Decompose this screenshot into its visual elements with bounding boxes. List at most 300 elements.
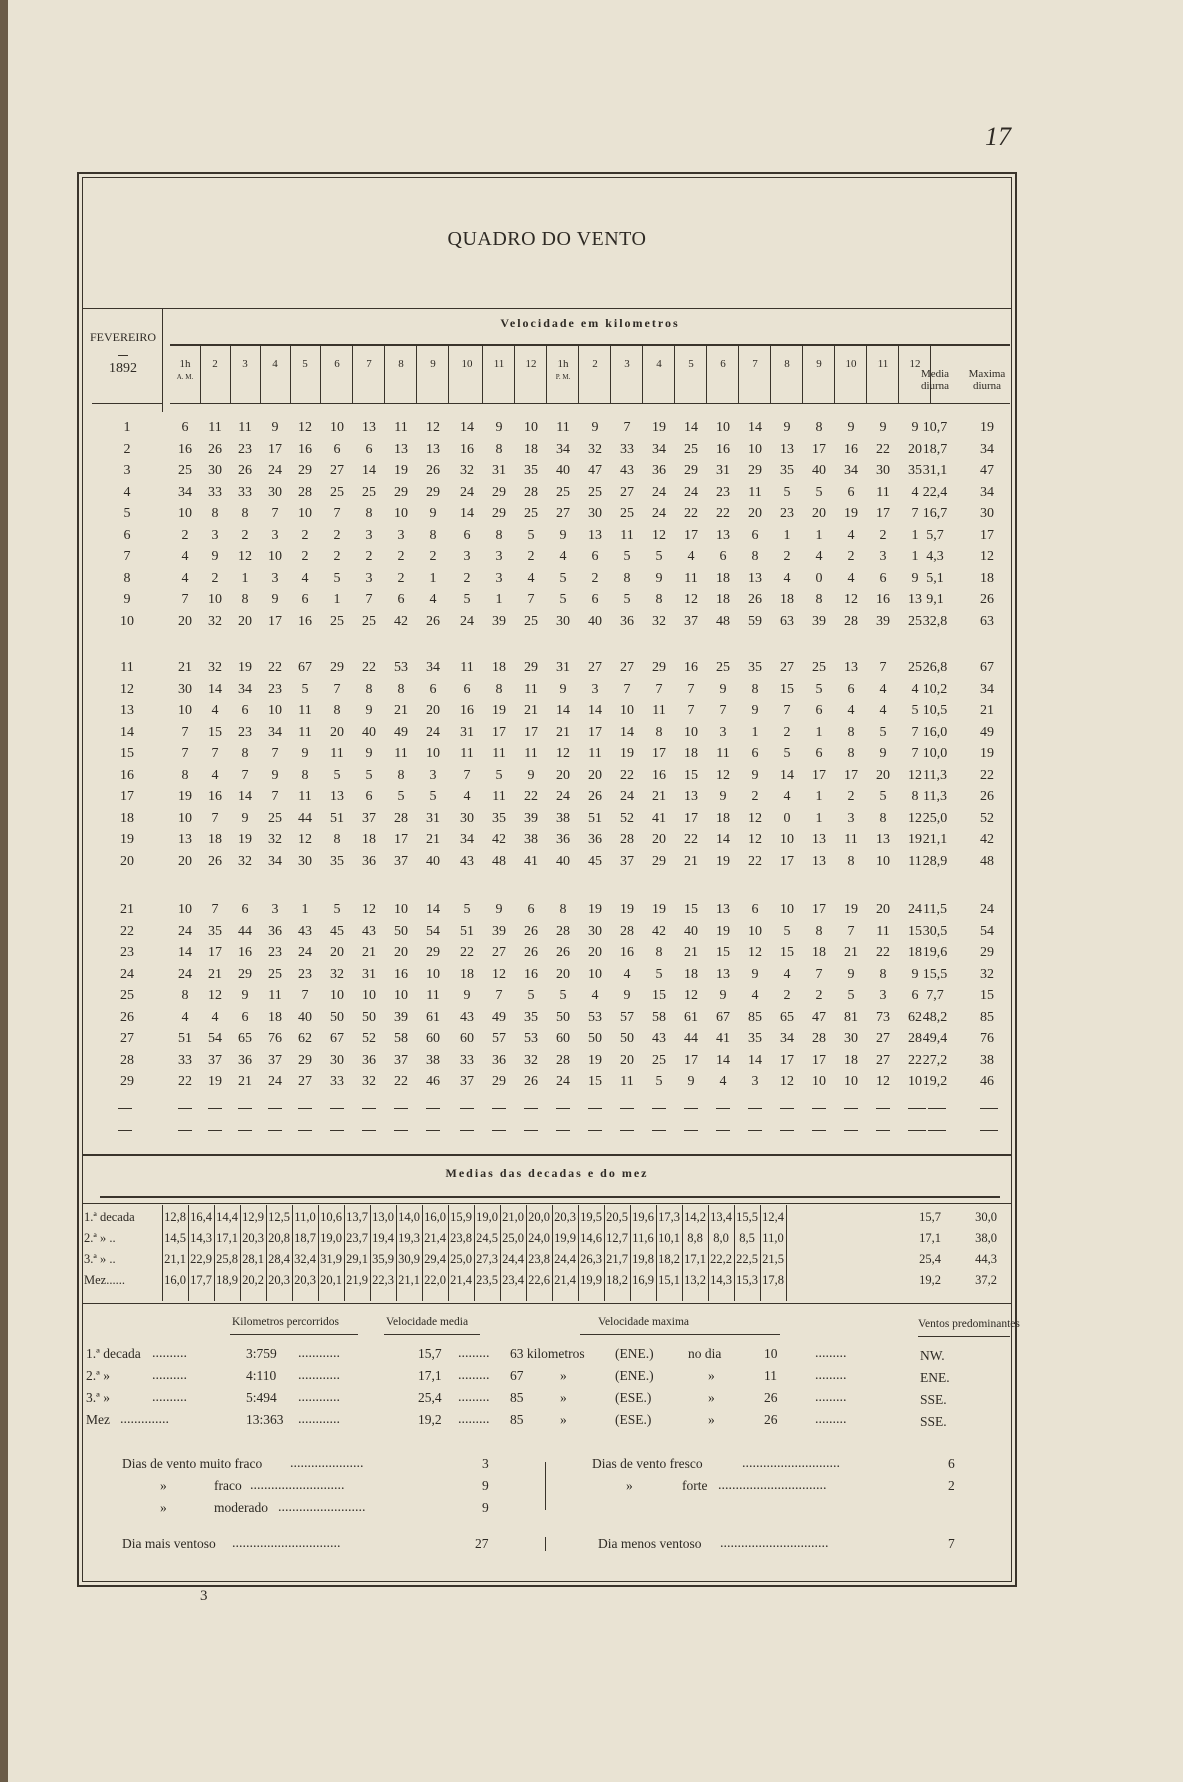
decade-value: 30,9	[398, 1252, 420, 1266]
decade-value: 19,9	[554, 1231, 576, 1245]
hour-value: 10	[330, 420, 344, 435]
hour-value: 4	[719, 1074, 727, 1089]
dash-mark	[330, 1108, 344, 1109]
hour-value: 8	[879, 966, 887, 982]
decade-value: 14,3	[710, 1273, 732, 1287]
hour-value: 2	[397, 549, 405, 564]
media-diurna: 11,3	[923, 767, 947, 783]
hour-value: 16	[298, 441, 312, 457]
hour-value: 10	[268, 703, 282, 718]
leader-dots: .........	[458, 1368, 490, 1383]
maxima-diurna: 21	[980, 703, 994, 718]
hour-value: 34	[652, 441, 666, 457]
hour-value: 20	[652, 832, 666, 847]
hour-value: 17	[812, 767, 826, 783]
hour-value: 24	[460, 484, 474, 500]
decade-value: 12,7	[606, 1231, 628, 1245]
hour-value: 17	[876, 506, 890, 521]
decade-value: 16,9	[632, 1273, 654, 1287]
decade-column-rule	[318, 1205, 319, 1301]
hour-value: 32	[652, 613, 666, 629]
decade-maxima: 37,2	[975, 1273, 997, 1287]
hour-value: 10	[178, 902, 192, 917]
hour-value: 33	[330, 1074, 344, 1089]
media-diurna: 49,4	[922, 1031, 948, 1046]
hour-value: 8	[623, 570, 631, 586]
dash-mark	[620, 1130, 634, 1131]
hour-value: 2	[783, 724, 791, 740]
hour-value: 31	[426, 810, 440, 826]
hour-value: 28	[556, 923, 570, 939]
hour-value: 36	[362, 853, 376, 869]
hour-value: 4	[879, 703, 887, 718]
velocidade-rule	[170, 344, 1010, 346]
summary-media: 17,1	[418, 1368, 442, 1383]
hour-value: 5	[911, 703, 919, 718]
hour-value: 11	[908, 853, 922, 869]
decade-value: 23,4	[502, 1273, 524, 1287]
decade-value: 29,1	[346, 1252, 368, 1266]
hour-value: 57	[492, 1031, 506, 1046]
hour-value: 9	[879, 746, 887, 761]
hour-value: 37	[394, 1052, 408, 1068]
hour-value: 22	[178, 1074, 192, 1089]
hour-value: 10	[812, 1074, 826, 1089]
hour-value: 21	[684, 853, 698, 869]
hour-value: 5	[783, 484, 791, 500]
hour-value: 34	[556, 441, 570, 457]
hour-value: 16	[460, 703, 474, 718]
hour-value: 27	[492, 945, 506, 960]
hour-value: 26	[208, 853, 222, 869]
hour-value: 6	[333, 441, 341, 457]
hour-value: 40	[684, 923, 698, 939]
decade-value: 17,3	[658, 1210, 680, 1224]
decade-value: 8,5	[739, 1231, 755, 1245]
hour-value: 10	[908, 1074, 922, 1089]
hour-value: 1	[815, 724, 823, 740]
decade-label: 1.ª decada	[84, 1210, 135, 1224]
decade-value: 17,1	[216, 1231, 238, 1245]
decade-value: 14,2	[684, 1210, 706, 1224]
hour-value: 5	[333, 767, 341, 783]
decade-value: 19,4	[372, 1231, 394, 1245]
hour-header	[676, 358, 706, 371]
hour-value: 6	[751, 527, 759, 543]
hour-value: 17	[844, 767, 858, 783]
summary-km: 5:494	[246, 1390, 277, 1405]
dash-mark	[238, 1130, 252, 1131]
hour-value: 11	[298, 724, 312, 740]
decade-maxima: 38,0	[975, 1231, 997, 1245]
hour-value: 10	[208, 592, 222, 607]
day-number: 28	[120, 1052, 134, 1068]
summary-vento: SSE.	[920, 1392, 947, 1407]
hour-value: 25	[268, 810, 282, 826]
hour-value: 19	[652, 420, 666, 435]
dash-mark	[652, 1130, 666, 1131]
hour-value: 9	[241, 988, 249, 1003]
hour-value: 12	[238, 549, 252, 564]
hour-value: 39	[394, 1009, 408, 1025]
leader-dots: .........	[815, 1368, 847, 1383]
hour-value: 17	[268, 613, 282, 629]
dash-mark	[748, 1130, 762, 1131]
maxima-diurna: 46	[980, 1074, 994, 1089]
dash-mark	[268, 1108, 282, 1109]
hour-value: 29	[394, 484, 408, 500]
decade-value: 21,1	[398, 1273, 420, 1287]
hour-value: 8	[847, 853, 855, 869]
hour-value: 10	[716, 420, 730, 435]
ventos-header-rule	[918, 1336, 1010, 1337]
hour-value: 26	[524, 923, 538, 939]
hour-value: 4	[301, 570, 309, 586]
hour-value: 25	[684, 441, 698, 457]
hour-value: 29	[684, 463, 698, 478]
hour-value: 5	[655, 549, 663, 564]
hour-value: 14	[716, 1052, 730, 1068]
muito-fraco-label: Dias de vento muito fraco	[122, 1456, 263, 1471]
hour-value: 25	[588, 484, 602, 500]
hour-value: 22	[876, 441, 890, 457]
media-diurna: 22,4	[922, 484, 948, 500]
fraco-value: 9	[482, 1478, 489, 1493]
hour-value: 35	[748, 660, 762, 675]
unit-ditto: »	[560, 1412, 567, 1427]
hour-value: 30	[460, 810, 474, 826]
hour-value: 20	[588, 767, 602, 783]
decade-value: 8,8	[687, 1231, 703, 1245]
leader-dots: ............	[298, 1346, 340, 1361]
decade-column-rule	[604, 1205, 605, 1301]
hour-value: 9	[719, 681, 727, 697]
hour-value: 22	[524, 789, 538, 804]
dash-mark	[620, 1108, 634, 1109]
hour-value: 37	[460, 1074, 474, 1089]
hour-value: 35	[524, 1009, 538, 1025]
hour-value: 22	[684, 832, 698, 847]
hour-value: 20	[330, 724, 344, 740]
hour-value: 11	[588, 746, 602, 761]
hour-value: 2	[527, 549, 535, 564]
hour-value: 30	[268, 484, 282, 500]
hour-value: 22	[620, 767, 634, 783]
media-diurna: 19,6	[922, 945, 948, 960]
hour-value: 4	[559, 549, 567, 564]
month-column-rule	[162, 308, 163, 412]
hour-value: 21	[556, 724, 570, 740]
dash-mark	[492, 1130, 506, 1131]
header-column-rule	[514, 346, 515, 404]
hour-value: 23	[298, 966, 312, 982]
hour-value: 29	[652, 853, 666, 869]
hour-value: 30	[298, 853, 312, 869]
hour-value: 35	[908, 463, 922, 478]
hour-value: 17	[684, 1052, 698, 1068]
hour-value: 8	[847, 724, 855, 740]
hour-value: 27	[620, 660, 634, 675]
hour-value: 14	[238, 789, 252, 804]
header-column-rule	[320, 346, 321, 404]
hour-value: 20	[178, 853, 192, 869]
hour-value: 7	[211, 810, 219, 826]
hour-value: 17	[492, 724, 506, 740]
dash-mark	[908, 1130, 926, 1131]
hour-value: 3	[365, 527, 373, 543]
hour-value: 22	[908, 1052, 922, 1068]
hour-header-top: 10	[845, 358, 857, 370]
decade-value: 29,4	[424, 1252, 446, 1266]
hour-value: 5	[559, 570, 567, 586]
leader-dots: .........	[815, 1346, 847, 1361]
decade-column-rule	[344, 1205, 345, 1301]
decade-label: 2.ª » ..	[84, 1231, 116, 1245]
hour-value: 26	[524, 945, 538, 960]
leader-dots: .........	[458, 1412, 490, 1427]
hour-value: 47	[588, 463, 602, 478]
hour-value: 9	[911, 420, 919, 435]
hour-value: 44	[298, 810, 312, 826]
hour-value: 45	[588, 853, 602, 869]
day-number: 9	[123, 592, 131, 607]
maxima-diurna: 63	[980, 613, 994, 629]
hour-value: 5	[527, 988, 535, 1003]
day-number: 6	[123, 527, 131, 543]
hour-value: 20	[876, 767, 890, 783]
hour-value: 21	[652, 789, 666, 804]
hour-value: 23	[268, 945, 282, 960]
hour-value: 31	[492, 463, 506, 478]
decade-column-rule	[656, 1205, 657, 1301]
hour-value: 7	[463, 767, 471, 783]
decade-column-rule	[370, 1205, 371, 1301]
hour-value: 1	[815, 789, 823, 804]
hour-value: 53	[394, 660, 408, 675]
hour-header	[772, 358, 802, 371]
forte-value: 2	[948, 1478, 955, 1493]
hour-value: 5	[333, 570, 341, 586]
hour-value: 18	[684, 746, 698, 761]
hour-value: 17	[780, 853, 794, 869]
velocidade-media-header: Velocidade media	[386, 1316, 469, 1328]
hour-value: 23	[238, 441, 252, 457]
hour-value: 43	[652, 1031, 666, 1046]
hour-value: 1	[333, 592, 341, 607]
decade-column-rule	[734, 1205, 735, 1301]
hour-value: 73	[876, 1009, 890, 1025]
hour-value: 3	[751, 1074, 759, 1089]
hour-value: 5	[397, 789, 405, 804]
media-diurna: 48,2	[922, 1009, 948, 1025]
hour-value: 50	[556, 1009, 570, 1025]
decade-label: Mez......	[84, 1273, 125, 1287]
decade-value: 28,4	[268, 1252, 290, 1266]
hour-value: 4	[751, 988, 759, 1003]
hour-value: 25	[620, 506, 634, 521]
hour-value: 2	[783, 549, 791, 564]
hour-value: 7	[301, 988, 309, 1003]
summary-dir: (ENE.)	[615, 1346, 654, 1361]
hour-value: 8	[751, 549, 759, 564]
hour-value: 5	[655, 966, 663, 982]
media-diurna: 7,7	[926, 988, 944, 1003]
decade-value: 21,0	[502, 1210, 524, 1224]
decade-column-rule	[578, 1205, 579, 1301]
dash-mark	[524, 1108, 538, 1109]
header-column-rule	[674, 346, 675, 404]
summary-label: Mez	[86, 1412, 110, 1427]
hour-value: 20	[238, 613, 252, 629]
hour-value: 2	[211, 570, 219, 586]
leader-dots: ...............................	[720, 1536, 829, 1551]
media-diurna: 25,0	[922, 810, 948, 826]
decade-value: 19,9	[580, 1273, 602, 1287]
hour-value: 9	[241, 810, 249, 826]
hour-value: 30	[844, 1031, 858, 1046]
hour-value: 40	[556, 853, 570, 869]
hour-value: 12	[362, 902, 376, 917]
hour-value: 10	[780, 902, 794, 917]
hour-value: 24	[178, 923, 192, 939]
dash-mark	[362, 1108, 376, 1109]
hour-value: 3	[847, 810, 855, 826]
hour-value: 11	[748, 484, 762, 500]
hour-value: 6	[463, 681, 471, 697]
hour-value: 14	[460, 506, 474, 521]
hour-value: 9	[463, 988, 471, 1003]
hour-value: 17	[524, 724, 538, 740]
medias-heading: Medias das decadas e do mez	[445, 1166, 649, 1180]
hour-value: 11	[460, 746, 474, 761]
day-header-rule	[92, 403, 162, 404]
hour-value: 28	[394, 810, 408, 826]
hour-value: 2	[463, 570, 471, 586]
hour-value: 1	[815, 810, 823, 826]
summary-dia: 11	[764, 1368, 777, 1383]
hour-value: 4	[211, 703, 219, 718]
decade-value: 15,9	[450, 1210, 472, 1224]
hour-value: 14	[684, 420, 698, 435]
dash-mark	[844, 1108, 858, 1109]
hour-value: 5	[365, 767, 373, 783]
leader-dots: .........................	[278, 1500, 366, 1515]
summary-dia: 10	[764, 1346, 778, 1361]
hour-value: 16	[178, 441, 192, 457]
hour-value: 62	[298, 1031, 312, 1046]
velocidade-heading: Velocidade em kilometros	[500, 316, 680, 330]
decade-value: 22,5	[736, 1252, 758, 1266]
hour-header-top: 1h	[179, 358, 191, 370]
hour-value: 12	[780, 1074, 794, 1089]
maxima-diurna-header	[962, 368, 1012, 392]
hour-value: 8	[815, 420, 823, 435]
table-frame-inner	[82, 177, 1012, 1582]
hour-value: 26	[588, 789, 602, 804]
hour-value: 59	[748, 613, 762, 629]
hour-value: 23	[238, 724, 252, 740]
hour-value: 5	[655, 1074, 663, 1089]
hour-value: 18	[716, 570, 730, 586]
media-diurna: 31,1	[922, 463, 948, 478]
day-number: 21	[120, 902, 134, 917]
hour-value: 4	[783, 789, 791, 804]
hour-value: 12	[908, 767, 922, 783]
hour-value: 47	[812, 1009, 826, 1025]
media-diurna: 10,7	[922, 420, 948, 435]
decade-bottom-rule	[82, 1303, 1012, 1304]
decade-header-rule	[82, 1203, 1012, 1204]
media-diurna: 15,5	[922, 966, 948, 982]
header-column-rule	[834, 346, 835, 404]
hour-value: 14	[426, 902, 440, 917]
hour-value: 25	[716, 660, 730, 675]
decade-value: 24,4	[502, 1252, 524, 1266]
maxima-diurna: 34	[980, 441, 994, 457]
media-diurna: 27,2	[922, 1052, 948, 1068]
day-number: 18	[120, 810, 134, 826]
hour-value: 10	[330, 988, 344, 1003]
maxima-diurna: 47	[980, 463, 994, 478]
dash-mark	[716, 1130, 730, 1131]
hour-value: 7	[241, 767, 249, 783]
dash-mark	[876, 1108, 890, 1109]
hour-value: 4	[687, 549, 695, 564]
hour-value: 18	[780, 592, 794, 607]
hour-value: 16	[298, 613, 312, 629]
hour-value: 35	[492, 810, 506, 826]
hour-value: 9	[301, 746, 309, 761]
dash-mark	[118, 1108, 132, 1109]
hour-value: 27	[330, 463, 344, 478]
hour-value: 2	[847, 549, 855, 564]
media-diurna: 10,0	[922, 746, 948, 761]
decade-value: 23,7	[346, 1231, 368, 1245]
hour-value: 18	[812, 945, 826, 960]
hour-value: 6	[429, 681, 437, 697]
decade-value: 8,0	[713, 1231, 729, 1245]
dash-mark	[394, 1108, 408, 1109]
hour-value: 9	[591, 420, 599, 435]
hour-value: 65	[238, 1031, 252, 1046]
hour-value: 29	[298, 1052, 312, 1068]
hour-value: 12	[556, 746, 570, 761]
hour-value: 8	[333, 832, 341, 847]
hour-header-top: 12	[909, 358, 921, 370]
hour-value: 6	[719, 549, 727, 564]
hour-value: 9	[751, 703, 759, 718]
hour-value: 5	[879, 724, 887, 740]
hour-value: 14	[620, 724, 634, 740]
hour-value: 4	[847, 570, 855, 586]
hour-value: 35	[748, 1031, 762, 1046]
dash-mark	[238, 1108, 252, 1109]
dash-mark	[268, 1130, 282, 1131]
hour-value: 7	[623, 420, 631, 435]
decade-value: 14,3	[190, 1231, 212, 1245]
media-diurna: 11,5	[923, 902, 947, 917]
hour-value: 7	[181, 746, 189, 761]
leader-dots: .....................	[290, 1456, 364, 1471]
hour-value: 12	[298, 420, 312, 435]
hour-value: 11	[394, 420, 408, 435]
media-diurna: 28,9	[922, 853, 948, 869]
hour-value: 2	[847, 789, 855, 804]
hour-value: 1	[815, 527, 823, 543]
hour-value: 28	[524, 484, 538, 500]
hour-value: 6	[751, 902, 759, 917]
decade-value: 21,4	[554, 1273, 576, 1287]
